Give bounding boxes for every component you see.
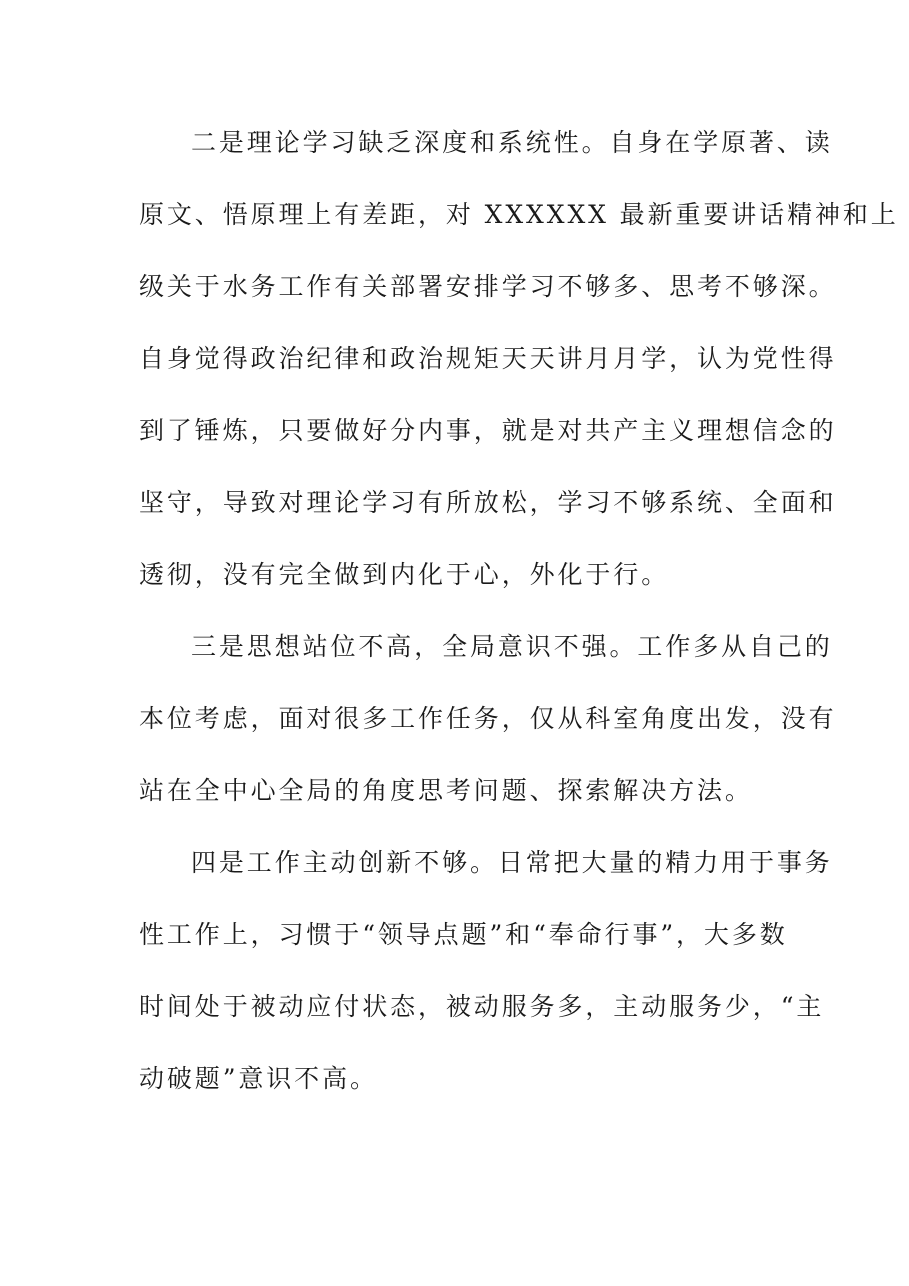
paragraph-line: 性工作上，习惯于“领导点题”和“奉命行事”，大多数 xyxy=(139,920,788,949)
paragraph-line: 透彻，没有完全做到内化于心，外化于行。 xyxy=(139,560,670,589)
paragraph-theory-study xyxy=(139,123,899,627)
paragraph-line: 原文、悟原理上有差距，对 XXXXXX 最新重要讲话精神和上 xyxy=(139,200,899,229)
paragraph-line: 三是思想站位不高，全局意识不强。工作多从自己的 xyxy=(191,632,833,661)
paragraph-line: 级关于水务工作有关部署安排学习不够多、思考不够深。 xyxy=(139,272,837,301)
paragraph-line: 自身觉得政治纪律和政治规矩天天讲月月学，认为党性得 xyxy=(139,344,837,373)
paragraph-line: 四是工作主动创新不够。日常把大量的精力用于事务 xyxy=(191,848,833,877)
document-body xyxy=(139,123,899,1131)
paragraph-work-initiative xyxy=(139,843,833,1131)
paragraph-line: 时间处于被动应付状态，被动服务多，主动服务少，“主 xyxy=(139,992,825,1021)
paragraph-overall-awareness xyxy=(139,627,837,843)
paragraph-line: 动破题”意识不高。 xyxy=(139,1064,378,1093)
paragraph-line: 本位考虑，面对很多工作任务，仅从科室角度出发，没有 xyxy=(139,704,837,733)
paragraph-line: 到了锤炼，只要做好分内事，就是对共产主义理想信念的 xyxy=(139,416,837,445)
paragraph-line: 坚守，导致对理论学习有所放松，学习不够系统、全面和 xyxy=(139,488,837,517)
paragraph-line: 站在全中心全局的角度思考问题、探索解决方法。 xyxy=(139,776,753,805)
paragraph-line: 二是理论学习缺乏深度和系统性。自身在学原著、读 xyxy=(191,128,833,157)
